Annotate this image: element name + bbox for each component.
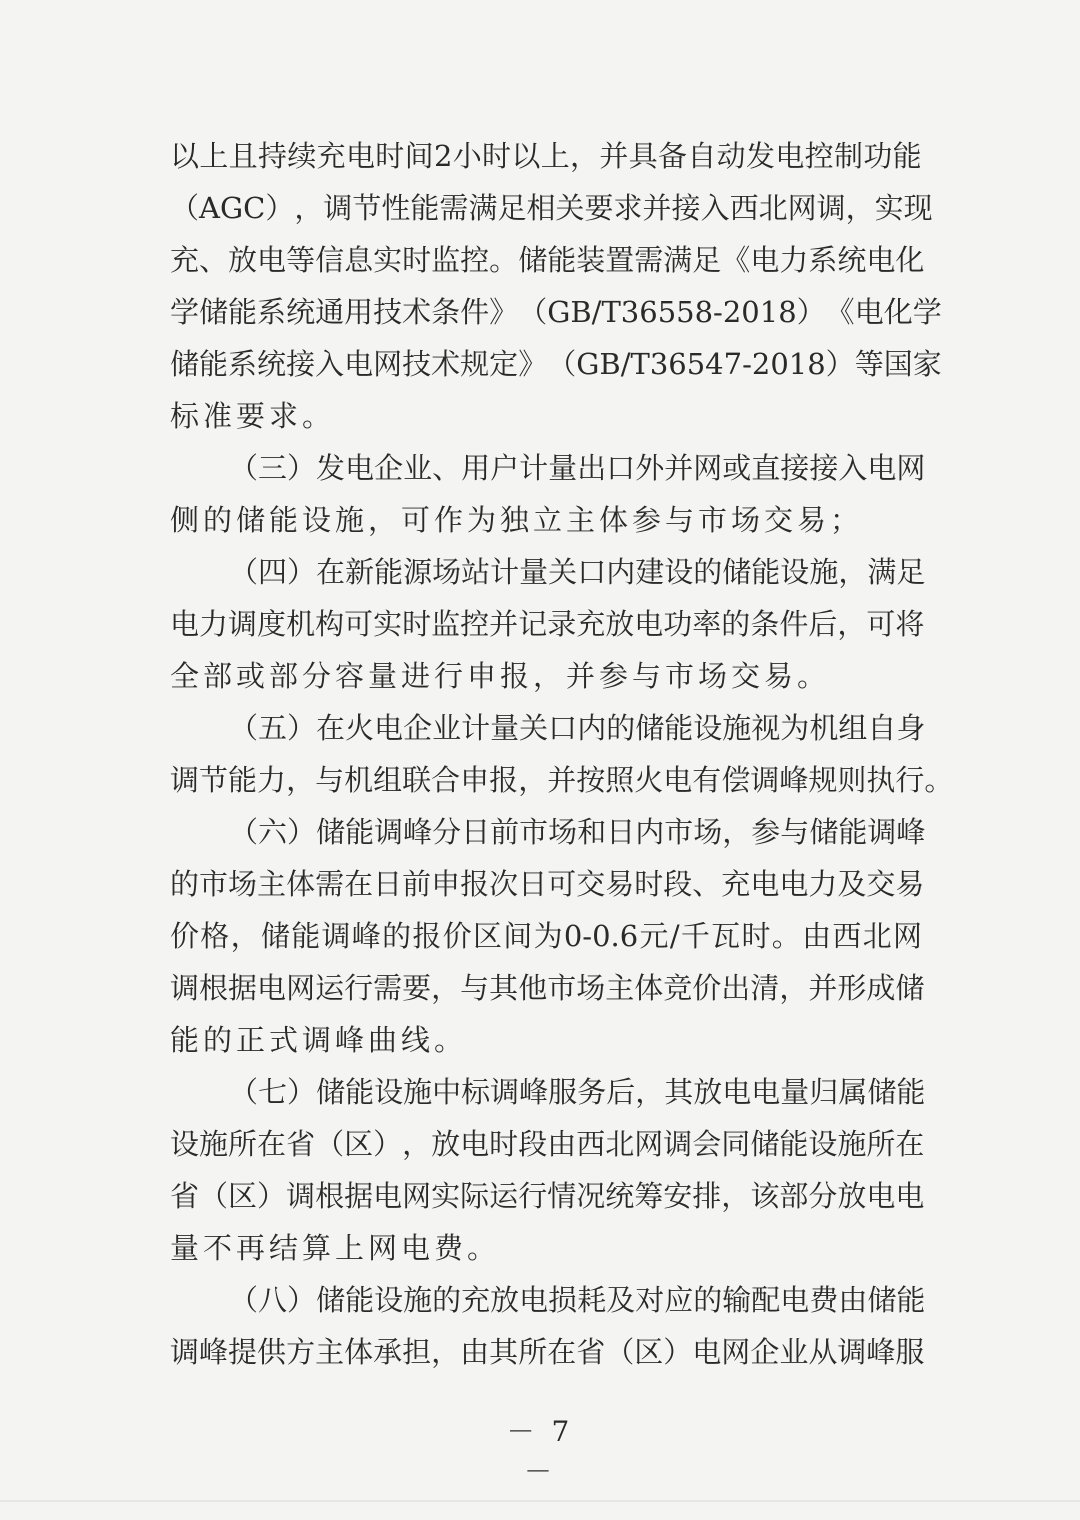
body-line-21: 省 （ 区 ） 调 根 据 电 网 实 际 运 行 情 况 统 筹 安 排 ， 该 部 分 放 电 电 bbox=[170, 1179, 925, 1213]
body-line-9: （ 四 ） 在 新 能 源 场 站 计 量 关 口 内 建 设 的 储 能 设 施 ， 满 足 bbox=[229, 555, 926, 589]
body-line-13: 调 节 能 力 ， 与 机 组 联 合 申 报 ， 并 按 照 火 电 有 偿 调 峰 规 则 执 行 。 bbox=[170, 763, 954, 797]
body-line-6: 标准要求。 bbox=[170, 399, 336, 433]
scan-edge bbox=[0, 1500, 1080, 1502]
body-line-22: 量不再结算上网电费。 bbox=[170, 1231, 501, 1265]
body-line-8: 侧的储能设施，可作为独立主体参与市场交易； bbox=[170, 503, 864, 537]
page-number: － 7 － bbox=[506, 1415, 574, 1488]
body-line-12: （ 五 ） 在 火 电 企 业 计 量 关 口 内 的 储 能 设 施 视 为 机 组 自 身 bbox=[229, 711, 926, 745]
body-line-11: 全部或部分容量进行申报，并参与市场交易。 bbox=[170, 659, 831, 693]
body-line-20: 设 施 所 在 省 （ 区 ） ， 放 电 时 段 由 西 北 网 调 会 同 储 能 设 施 所 在 bbox=[170, 1127, 925, 1161]
body-line-10: 电 力 调 度 机 构 可 实 时 监 控 并 记 录 充 放 电 功 率 的 条 件 后 ， 可 将 bbox=[170, 607, 925, 641]
body-line-3: 充 、 放 电 等 信 息 实 时 监 控 。 储 能 装 置 需 满 足 《 电 力 系 统 电 化 bbox=[170, 243, 925, 277]
body-line-15: 的 市 场 主 体 需 在 日 前 申 报 次 日 可 交 易 时 段 、 充 电 电 力 及 交 易 bbox=[170, 867, 925, 901]
body-line-7: （ 三 ） 发 电 企 业 、 用 户 计 量 出 口 外 并 网 或 直 接 接 入 电 网 bbox=[229, 451, 926, 485]
body-line-24: 调 峰 提 供 方 主 体 承 担 ， 由 其 所 在 省 （ 区 ） 电 网 企 业 从 调 峰 服 bbox=[170, 1335, 925, 1369]
body-line-14: （ 六 ） 储 能 调 峰 分 日 前 市 场 和 日 内 市 场 ， 参 与 储 能 调 峰 bbox=[229, 815, 926, 849]
body-line-5: 储 能 系 统 接 入 电 网 技 术 规 定 》 （ GB/T 36547-2018 ） 等 国 家 bbox=[170, 347, 942, 381]
body-line-17: 调 根 据 电 网 运 行 需 要 ， 与 其 他 市 场 主 体 竞 价 出 清 ， 并 形 成 储 bbox=[170, 971, 925, 1005]
body-line-16: 价 格 ， 储 能 调 峰 的 报 价 区 间 为 0-0.6 元 / 千 瓦 时 。 由 西 北 网 bbox=[170, 919, 922, 953]
body-line-18: 能的正式调峰曲线。 bbox=[170, 1023, 468, 1057]
body-line-4: 学 储 能 系 统 通 用 技 术 条 件 》 （ GB/T 36558-2018 ） 《 电 化 学 bbox=[170, 295, 942, 329]
body-line-1: 以 上 且 持 续 充 电 时 间 2 小 时 以 上 ， 并 具 备 自 动 发 电 控 制 功 能 bbox=[170, 139, 922, 173]
body-line-2: （ AGC ） ， 调 节 性 能 需 满 足 相 关 要 求 并 接 入 西 北 网 调 ， 实 现 bbox=[170, 191, 933, 225]
body-line-23: （ 八 ） 储 能 设 施 的 充 放 电 损 耗 及 对 应 的 输 配 电 费 由 储 能 bbox=[229, 1283, 926, 1317]
body-line-19: （ 七 ） 储 能 设 施 中 标 调 峰 服 务 后 ， 其 放 电 电 量 归 属 储 能 bbox=[229, 1075, 926, 1109]
